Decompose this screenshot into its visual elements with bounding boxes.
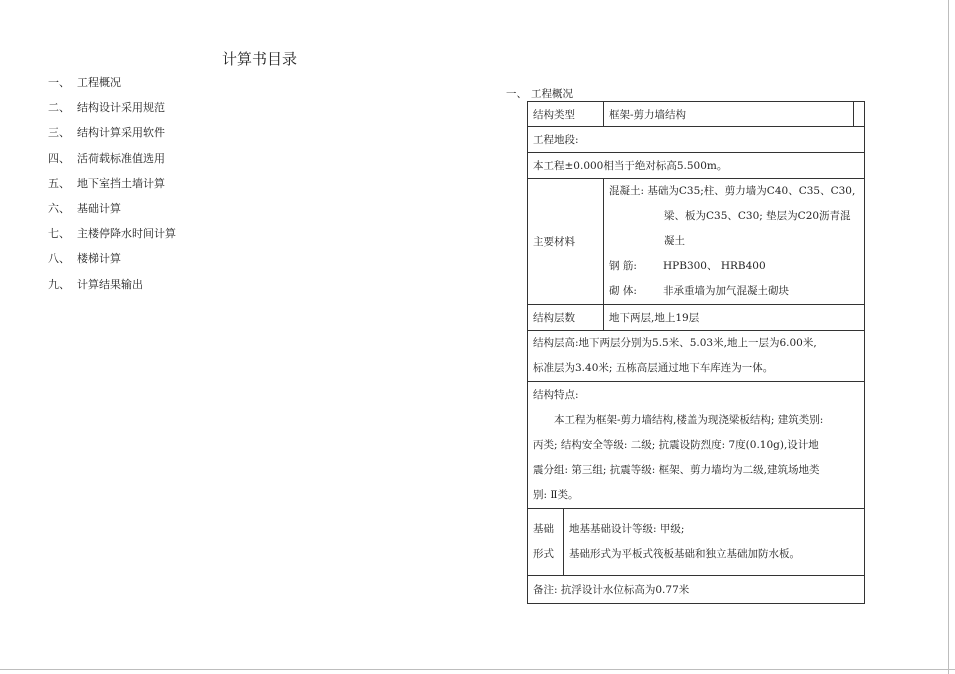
toc-item-text: 活荷载标准值选用 (77, 151, 165, 165)
toc-title: 计算书目录 (222, 50, 298, 68)
toc-item-text: 楼梯计算 (77, 252, 121, 266)
concrete-line-1: 混凝土: 基础为C35;柱、剪力墙为C40、C35、C30, (609, 185, 856, 197)
table-row (528, 576, 865, 604)
toc-item-text: 工程概况 (77, 76, 121, 89)
table-row (528, 179, 865, 305)
foundation-label (528, 509, 564, 576)
rebar-label: 钢 筋: (609, 260, 637, 272)
rebar-value: HPB300、 HRB400 (663, 260, 766, 272)
toc-item-number: 三、 (48, 126, 70, 140)
empty-cell (854, 102, 865, 127)
table-row (528, 153, 865, 179)
toc-item (48, 250, 176, 275)
section-title: 工程概况 (531, 88, 573, 100)
note-text: 备注: 抗浮设计水位标高为0.77米 (528, 576, 865, 604)
section-number: 一、 (506, 88, 527, 100)
features-line-2: 丙类; 结构安全等级: 二级; 抗震设防烈度: 7度(0.10g),设计地 (533, 438, 819, 451)
project-overview-table (527, 101, 865, 604)
toc-item-number: 二、 (48, 101, 70, 115)
foundation-cell (564, 509, 865, 576)
foundation-label-2: 形式 (533, 548, 554, 560)
toc-item (48, 99, 176, 124)
foundation-line-1: 地基基础设计等级: 甲级; (569, 523, 685, 535)
features-cell (528, 382, 865, 509)
masonry-value: 非承重墙为加气混凝土砌块 (663, 285, 789, 297)
elevation-text: 本工程±0.000相当于绝对标高5.500m。 (528, 153, 865, 179)
toc-item-number: 六、 (48, 201, 70, 215)
toc-item (48, 225, 176, 250)
table-row (528, 127, 865, 153)
features-line-1: 本工程为框架-剪力墙结构,楼盖为现浇梁板结构; 建筑类别: (554, 413, 824, 426)
features-line-4: 别: Ⅱ类。 (533, 488, 579, 501)
concrete-line-3: 凝土 (664, 235, 685, 247)
toc-item-number: 一、 (48, 76, 70, 89)
rebar-line (609, 254, 859, 279)
foundation-label-1: 基础 (533, 523, 554, 535)
materials-cell (604, 179, 865, 305)
toc-item (48, 150, 176, 175)
masonry-label: 砌 体: (609, 285, 637, 297)
toc-item (48, 276, 176, 301)
toc-item-text: 地下室挡土墙计算 (77, 176, 165, 190)
table-row (528, 102, 865, 127)
concrete-line-2: 梁、板为C35、C30; 垫层为C20沥青混 (664, 210, 851, 222)
toc-item-number: 七、 (48, 227, 70, 241)
table-row (528, 382, 865, 509)
structure-type-label: 结构类型 (528, 102, 604, 127)
toc-item (48, 124, 176, 149)
masonry-line (609, 279, 859, 304)
toc-item-number: 四、 (48, 151, 70, 165)
foundation-line-2: 基础形式为平板式筏板基础和独立基础加防水板。 (569, 548, 800, 560)
structure-type-value: 框架-剪力墙结构 (604, 102, 854, 127)
heights-line-1: 结构层高:地下两层分别为5.5米、5.03米,地上一层为6.00米, (533, 337, 817, 349)
toc-item-text: 基础计算 (77, 201, 121, 215)
site-label: 工程地段: (528, 127, 865, 153)
toc-item-number: 九、 (48, 277, 70, 291)
page-border-right (948, 0, 949, 674)
page-border-bottom (0, 669, 955, 670)
floors-value: 地下两层,地上19层 (604, 305, 865, 331)
toc-item-text: 主楼停降水时间计算 (77, 227, 176, 241)
floors-label: 结构层数 (528, 305, 604, 331)
toc-item (48, 175, 176, 200)
toc-list (48, 74, 176, 301)
heights-cell (528, 331, 865, 382)
table-row (528, 331, 865, 382)
table-row (528, 305, 865, 331)
toc-item-text: 结构设计采用规范 (77, 101, 165, 115)
table-row (528, 509, 865, 576)
features-label: 结构特点: (533, 388, 579, 401)
toc-item-number: 八、 (48, 252, 70, 266)
toc-item (48, 74, 176, 99)
section-heading (506, 86, 573, 101)
heights-line-2: 标准层为3.40米; 五栋高层通过地下车库连为一体。 (533, 362, 774, 374)
features-line-3: 震分组: 第三组; 抗震等级: 框架、剪力墙均为二级,建筑场地类 (533, 463, 820, 476)
toc-item-text: 计算结果输出 (77, 277, 143, 291)
toc-item-text: 结构计算采用软件 (77, 126, 165, 140)
toc-item (48, 200, 176, 225)
toc-item-number: 五、 (48, 176, 70, 190)
materials-label: 主要材料 (528, 179, 604, 305)
